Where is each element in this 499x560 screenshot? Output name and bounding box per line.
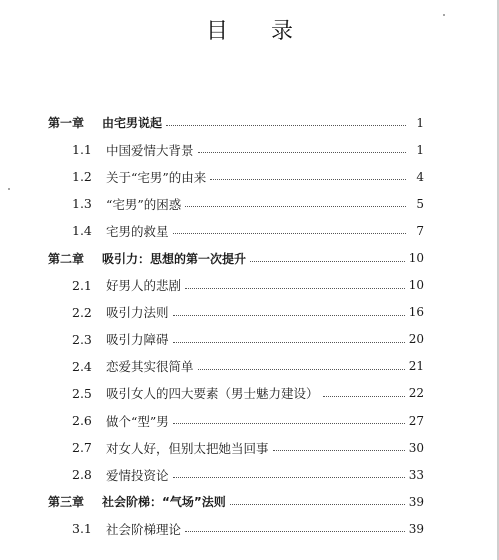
section-number: 2.3 (72, 331, 92, 347)
section-title: 吸引力法则 (106, 305, 169, 321)
dot-leader (230, 492, 405, 505)
section-title: 爱情投资论 (106, 467, 169, 483)
toc-section-1-2[interactable] (48, 163, 424, 190)
section-title: 吸引力障碍 (106, 332, 169, 348)
page-number: 10 (408, 251, 424, 266)
section-number: 2.6 (72, 413, 92, 429)
toc-section-2-8[interactable] (48, 461, 424, 488)
toc-section-2-3[interactable] (48, 326, 424, 353)
dot-leader (173, 330, 405, 343)
section-number: 2.8 (72, 467, 92, 483)
toc-section-2-2[interactable] (48, 299, 424, 326)
toc-section-2-6[interactable] (48, 407, 424, 434)
dot-leader (250, 249, 405, 262)
section-title: 宅男的救星 (106, 223, 169, 239)
dot-leader (173, 411, 405, 424)
page-number: 1 (416, 142, 424, 157)
page-number: 1 (416, 115, 424, 130)
page-number: 39 (408, 521, 424, 536)
dot-leader (173, 221, 406, 234)
section-number: 2.1 (72, 277, 92, 293)
section-number: 1.2 (72, 169, 92, 185)
section-title: 恋爱其实很简单 (106, 359, 194, 375)
page-number: 39 (408, 494, 424, 509)
dot-leader (185, 194, 406, 207)
chapter-title: 吸引力：思想的第一次提升 (102, 251, 247, 266)
toc-chapter-1[interactable] (48, 109, 424, 136)
chapter-number: 第二章 (48, 251, 85, 266)
dot-leader (323, 384, 405, 397)
toc-section-2-7[interactable] (48, 434, 424, 461)
section-title: “宅男”的困惑 (106, 196, 182, 212)
section-title: 吸引女人的四大要素（男士魅力建设） (106, 386, 319, 402)
section-title: 好男人的悲剧 (106, 278, 182, 294)
page-number: 10 (408, 278, 424, 293)
toc-section-2-4[interactable] (48, 353, 424, 380)
page-number: 20 (408, 332, 424, 347)
dot-leader (198, 140, 406, 153)
section-title: 关于“宅男”的由来 (106, 169, 207, 185)
section-title: 对女人好，但别太把她当回事 (106, 440, 269, 456)
section-number: 1.1 (72, 142, 92, 158)
dot-leader (198, 357, 405, 370)
section-number: 1.4 (72, 223, 92, 239)
chapter-number: 第一章 (48, 116, 85, 131)
page-number: 16 (408, 305, 424, 320)
toc-section-2-5[interactable] (48, 380, 424, 407)
table-of-contents (48, 109, 424, 543)
toc-chapter-3[interactable] (48, 488, 424, 515)
page-title: 目 录 (206, 19, 311, 44)
section-number: 2.4 (72, 358, 92, 374)
section-title: 做个“型”男 (106, 413, 169, 429)
dot-leader (173, 465, 405, 478)
section-number: 1.3 (72, 196, 92, 212)
section-number: 2.5 (72, 385, 92, 401)
page-number: 22 (408, 386, 424, 401)
section-number: 2.7 (72, 440, 92, 456)
scan-speck (443, 14, 445, 16)
dot-leader (185, 519, 405, 532)
toc-section-1-4[interactable] (48, 217, 424, 244)
dot-leader (185, 276, 405, 289)
page-number: 7 (416, 223, 424, 238)
section-number: 3.1 (72, 521, 92, 537)
section-title: 社会阶梯理论 (106, 521, 182, 537)
dot-leader (210, 167, 406, 180)
dot-leader (173, 303, 405, 316)
page-number: 21 (408, 359, 424, 374)
page-number: 30 (408, 440, 424, 455)
page-number: 4 (416, 169, 424, 184)
page-number: 5 (416, 196, 424, 211)
dot-leader (166, 113, 406, 126)
dot-leader (273, 438, 405, 451)
page-number: 33 (408, 467, 424, 482)
toc-chapter-2[interactable] (48, 244, 424, 271)
section-number: 2.2 (72, 304, 92, 320)
toc-section-1-3[interactable] (48, 190, 424, 217)
toc-section-2-1[interactable] (48, 272, 424, 299)
chapter-number: 第三章 (48, 495, 85, 510)
toc-section-1-1[interactable] (48, 136, 424, 163)
toc-section-3-1[interactable] (48, 515, 424, 542)
scan-speck (8, 188, 10, 190)
page-number: 27 (408, 413, 424, 428)
chapter-title: 由宅男说起 (102, 116, 163, 131)
chapter-title: 社会阶梯：“气场”法则 (102, 495, 226, 510)
section-title: 中国爱情大背景 (106, 142, 194, 158)
